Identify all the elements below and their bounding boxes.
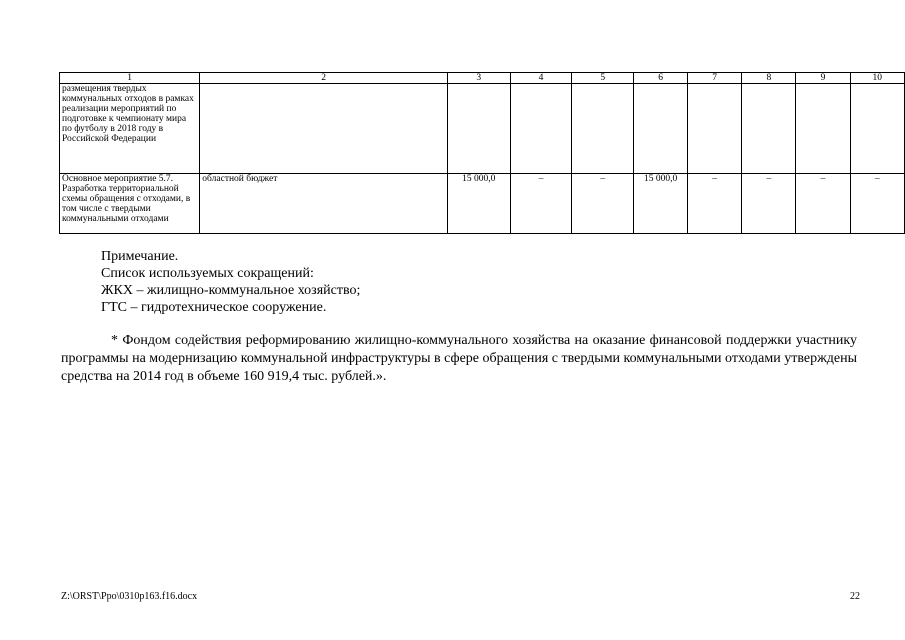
header-cell: 9	[796, 73, 850, 84]
header-cell: 4	[510, 73, 572, 84]
abbreviations-heading: Список используемых сокращений:	[101, 266, 314, 281]
table-cell: –	[742, 174, 796, 234]
table-cell: областной бюджет	[200, 174, 448, 234]
table-cell: –	[510, 174, 572, 234]
file-path: Z:\ORST\Ppo\0310p163.f16.docx	[61, 591, 198, 602]
table-cell	[200, 84, 448, 174]
table-cell: размещения твердых коммунальных отходов в рамках реализации мероприятий по подготовке к чемпионату мира по футболу в 2018 году в Российской Федерации	[60, 84, 200, 174]
program-table	[59, 72, 905, 234]
table-cell	[850, 84, 904, 174]
table-cell	[634, 84, 688, 174]
table-cell: –	[688, 174, 742, 234]
table-row	[60, 174, 905, 234]
notes-title: Примечание.	[101, 249, 179, 264]
table-cell: –	[572, 174, 634, 234]
header-cell: 3	[448, 73, 511, 84]
table-cell: 15 000,0	[634, 174, 688, 234]
table-cell	[510, 84, 572, 174]
header-cell: 6	[634, 73, 688, 84]
notes-block	[101, 248, 360, 316]
header-cell: 2	[200, 73, 448, 84]
footnote-text: * Фондом содействия реформированию жилищно-коммунального хозяйства на оказание финансовой поддержки участнику программы на модернизацию коммунальной инфраструктуры в сфере обращения с твердыми коммунальными отходами утверждены средства на 2014 год в объеме 160 919,4 тыс. рублей.».	[61, 333, 857, 384]
page-number: 22	[850, 591, 860, 602]
abbreviation-item: ЖКХ – жилищно-коммунальное хозяйство;	[101, 283, 361, 298]
header-cell: 10	[850, 73, 904, 84]
table-cell: 15 000,0	[448, 174, 511, 234]
table-cell: –	[850, 174, 904, 234]
footnote-block	[61, 332, 857, 386]
table-row	[60, 84, 905, 174]
table-cell: Основное мероприятие 5.7. Разработка территориальной схемы обращения с отходами, в том числе с твердыми коммунальными отходами	[60, 174, 200, 234]
table-cell: –	[796, 174, 850, 234]
table-header-row	[60, 73, 905, 84]
header-cell: 8	[742, 73, 796, 84]
table-cell	[572, 84, 634, 174]
header-cell: 7	[688, 73, 742, 84]
table-cell	[742, 84, 796, 174]
table-cell	[448, 84, 511, 174]
header-cell: 1	[60, 73, 200, 84]
table-cell	[688, 84, 742, 174]
header-cell: 5	[572, 73, 634, 84]
table-cell	[796, 84, 850, 174]
abbreviation-item: ГТС – гидротехническое сооружение.	[101, 300, 327, 315]
